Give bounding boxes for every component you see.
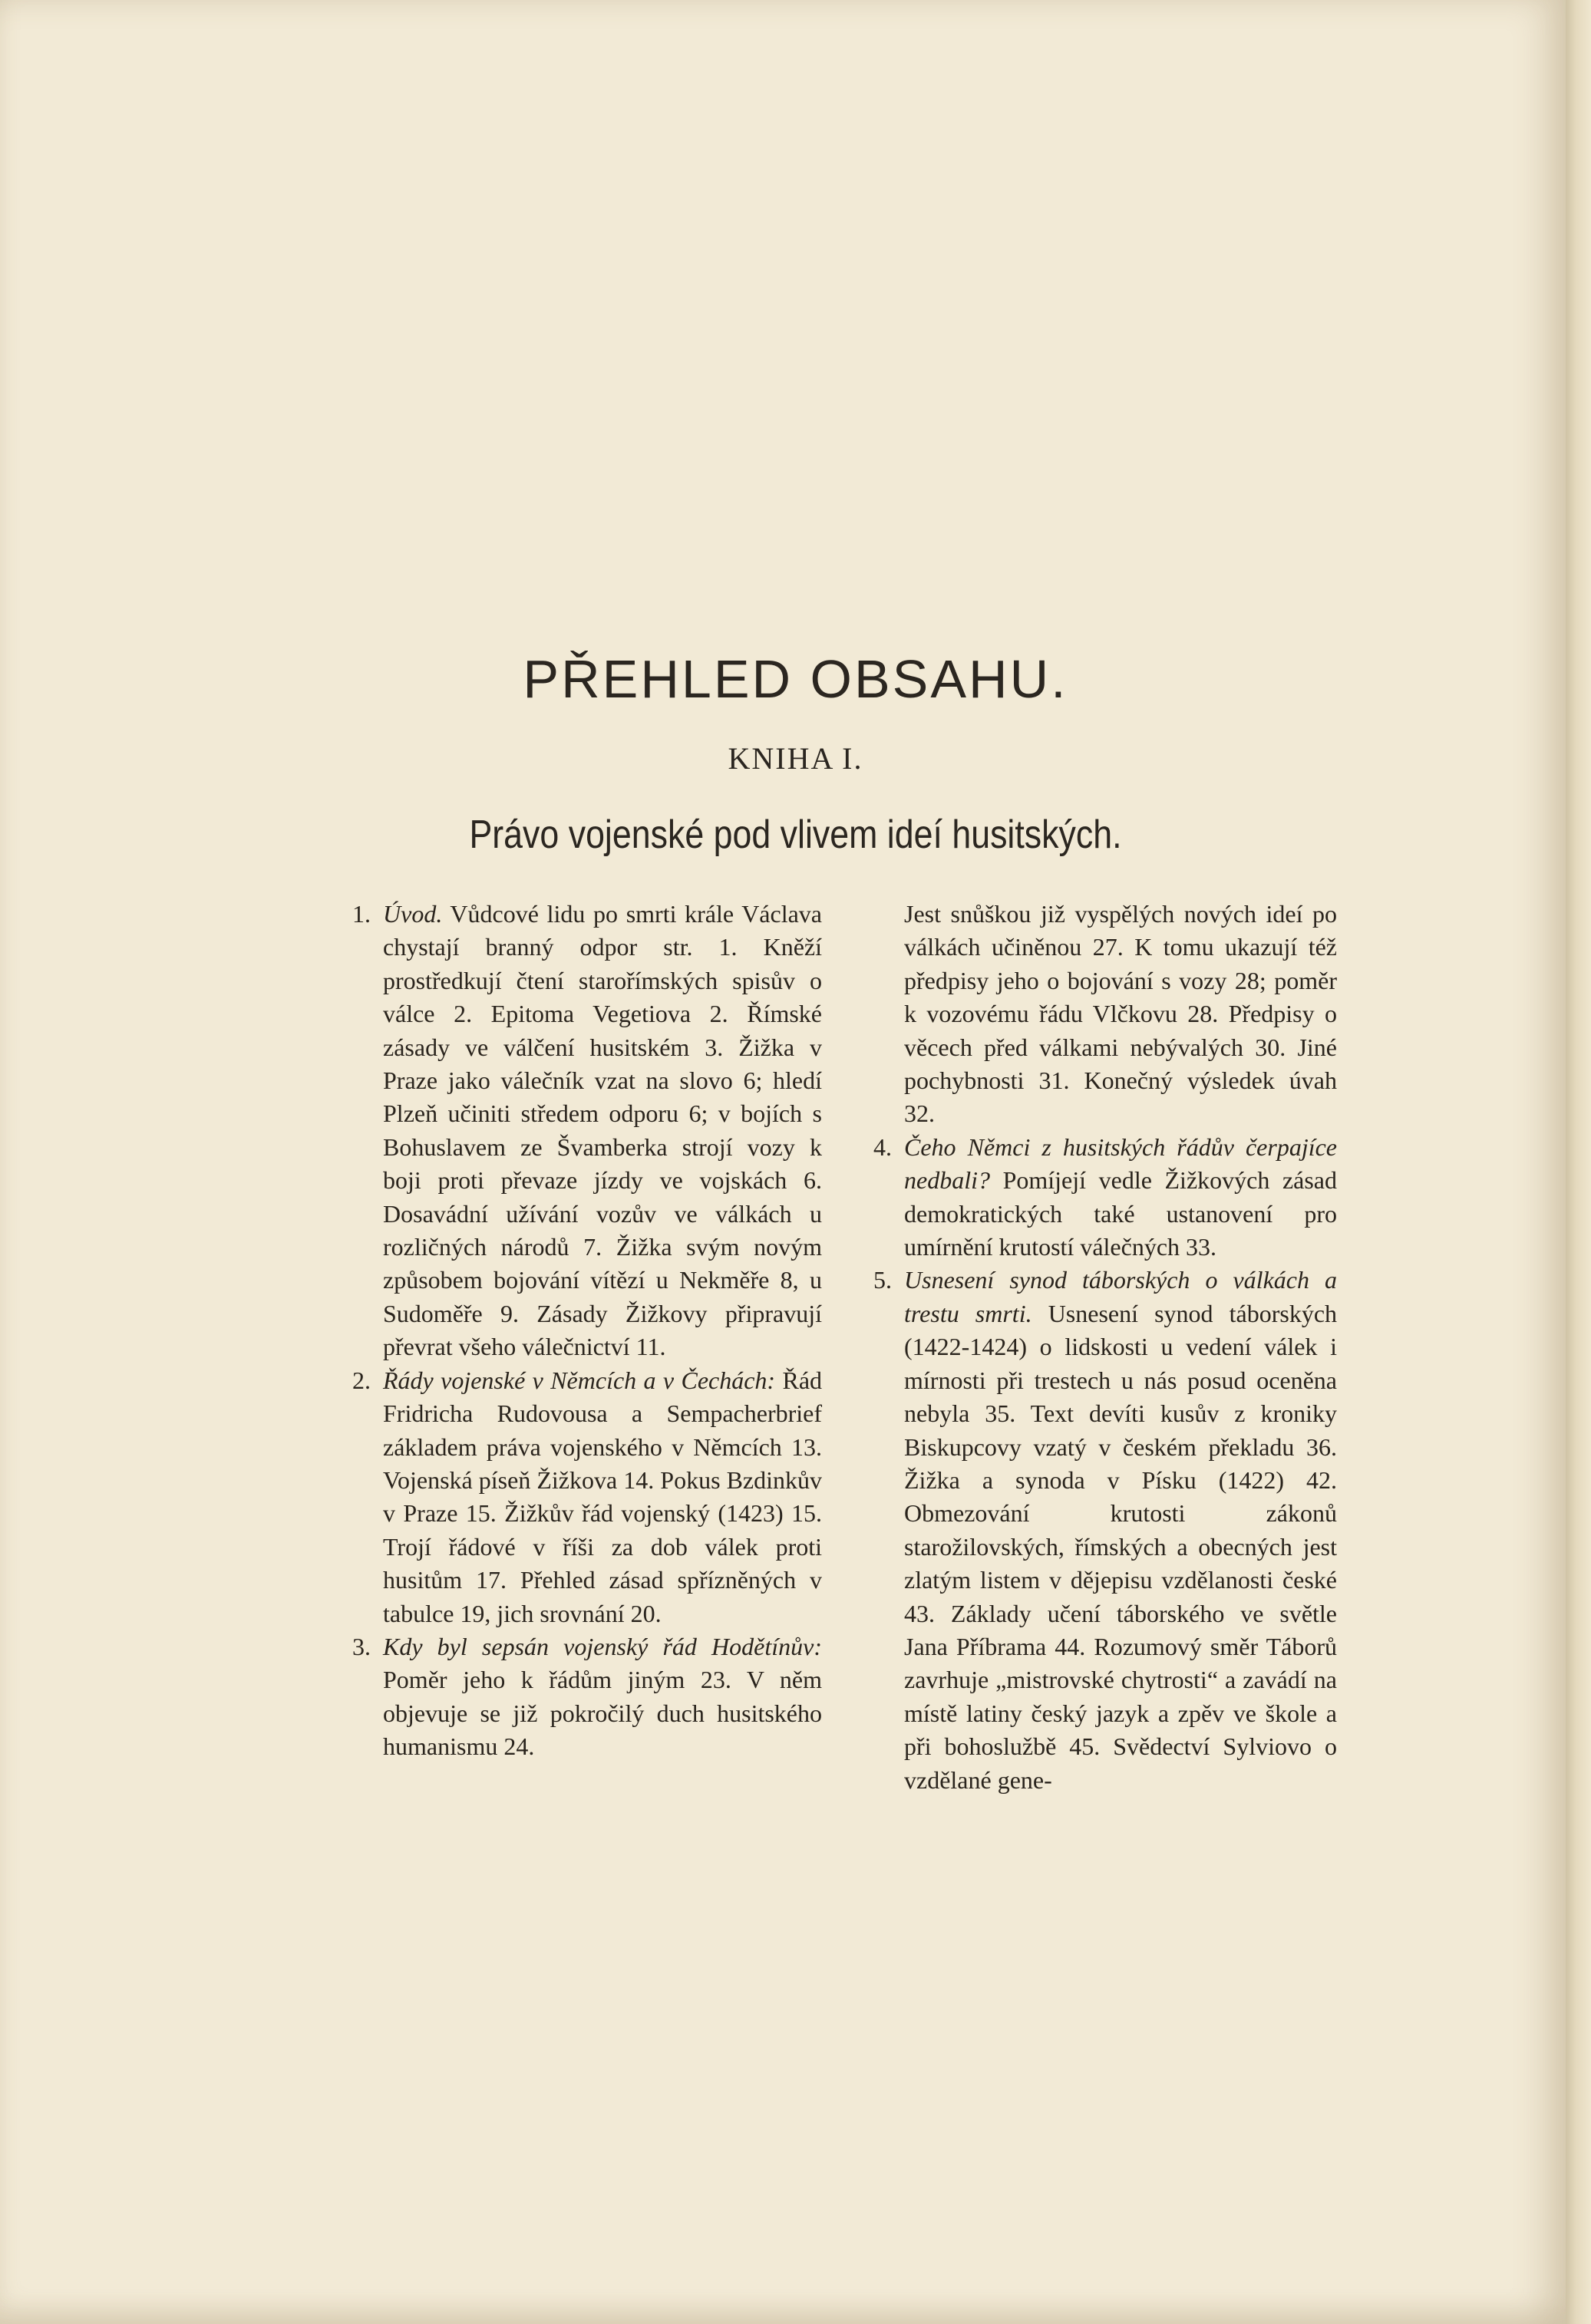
toc-entry-5	[846, 1264, 1337, 1797]
toc-entry-2	[325, 1364, 822, 1630]
toc-entry-1	[325, 898, 822, 1364]
entry-heading: Čeho Němci z husitských řádův čerpajíce nedbali?	[904, 1132, 1337, 1195]
book-heading: KNIHA I.	[728, 741, 863, 776]
page-title: PŘEHLED OBSAHU.	[523, 649, 1068, 709]
entry-number: 1.	[352, 900, 371, 928]
entry-text: Usnesení synod táborských (1422-1424) o lidskosti u vedení válek i mírnosti při trestech u nás posud oceněna nebyla 35. Text devíti kusův z kroniky Biskupcovy vzatý v českém překladu 36. Žižka a synoda v Písku (1422) 42. Obmezování krutosti zákonů starožilovských, římských a obecných jest zlatým listem v dějepisu vzdělanosti české 43. Základy učení táborského ve světle Jana Příbrama 44. Rozumový směr Táborů zavrhuje „mistrovské chytrosti“ a zavádí na místě latiny český jazyk a zpěv ve škole a při bohoslužbě 45. Svědectví Sylviovo o vzdělané gene-	[904, 1299, 1338, 1794]
entry-text: Řád Fridricha Rudovousa a Sempacherbrief základem práva vojenského v Němcích 13. Vojenská píseň Žižkova 14. Pokus Bzdinkův v Praze 15. Žižkův řád vojenský (1423) 15. Trojí řádové v říši za dob válek proti husitům 17. Přehled zásad spřízněných v tabulce 19, jich srovnání 20.	[383, 1366, 823, 1627]
right-column	[846, 898, 1337, 1797]
entry-number: 4.	[873, 1132, 892, 1161]
entry-3-continuation: Jest snůškou již vyspělých nových ideí po válkách učiněnou 27. K tomu ukazují též předpisy jeho o bojování s vozy 28; poměr k vozovému řádu Vlčkovu 28. Předpisy o věcech před válkami nebývalých 30. Jiné pochybnosti 31. Konečný výsledek úvah 32.	[904, 900, 1337, 1128]
entry-number: 3.	[352, 1632, 371, 1660]
entry-text: Poměr jeho k řádům jiným 23. V něm objevuje se již pokročilý duch husitského humanismu 24.	[383, 1666, 822, 1761]
page-edge	[1566, 0, 1591, 2324]
entry-heading: Řády vojenské v Němcích a v Čechách:	[383, 1366, 776, 1394]
entry-number: 5.	[873, 1266, 892, 1294]
entry-heading: Usnesení synod táborských o válkách a trestu smrti.	[904, 1266, 1337, 1327]
entry-heading: Kdy byl sepsán vojenský řád Hodětínův:	[383, 1632, 822, 1660]
entry-number: 2.	[352, 1366, 371, 1394]
toc-entry-3	[325, 1630, 822, 1764]
left-column	[325, 898, 822, 1764]
entry-text: Pomíjejí vedle Žižkových zásad demokratických také ustanovení pro umírnění krutostí válečných 33.	[904, 1166, 1338, 1261]
book-subtitle: Právo vojenské pod vlivem ideí husitských.	[469, 813, 1122, 857]
entry-heading: Úvod.	[383, 900, 443, 928]
toc-entry-4	[846, 1131, 1337, 1264]
entry-text: Vůdcové lidu po smrti krále Václava chystají branný odpor str. 1. Kněží prostředkují čtení starořímských spisův o válce 2. Epitoma Vegetiova 2. Římské zásady ve válčení husitském 3. Žižka v Praze jako válečník vzat na slovo 6; hledí Plzeň učiniti středem odporu 6; v bojích s Bohuslavem ze Švamberka strojí vozy k boji proti převaze jízdy ve vojskách 6. Dosavádní užívání vozův ve válkách u rozličných národů 7. Žižka svým novým způsobem bojování vítězí u Nekměře 8, u Sudoměře 9. Zásady Žižkovy připravují převrat všeho válečnictví 11.	[383, 900, 823, 1361]
